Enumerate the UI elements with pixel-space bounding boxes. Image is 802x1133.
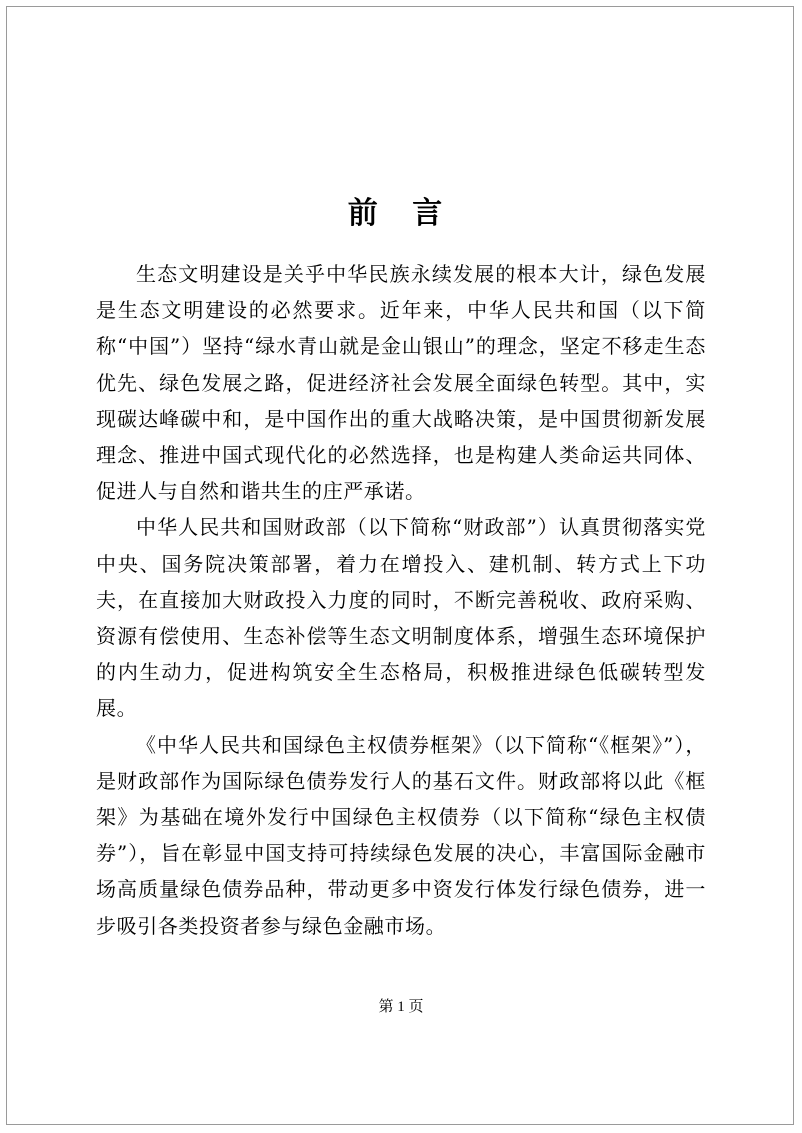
- body-text: [96, 256, 706, 944]
- page-title: 前 言: [347, 196, 455, 232]
- page-number: 第 1 页: [378, 999, 424, 1015]
- paragraph-ecological-civilization: 生态文明建设是关乎中华民族永续发展的根本大计，绿色发展是生态文明建设的必然要求。近年来，中华人民共和国（以下简称“中国”）坚持“绿水青山就是金山银山”的理念，坚定不移走生态优先、绿色发展之路，促进经济社会发展全面绿色转型。其中，实现碳达峰碳中和，是中国作出的重大战略决策，是中国贯彻新发展理念、推进中国式现代化的必然选择，也是构建人类命运共同体、促进人与自然和谐共生的庄严承诺。: [96, 262, 706, 504]
- paragraph-ministry-of-finance: 中华人民共和国财政部（以下简称“财政部”）认真贯彻落实党中央、国务院决策部署，着力在增投入、建机制、转方式上下功夫，在直接加大财政投入力度的同时，不断完善税收、政府采购、资源有偿使用、生态补偿等生态文明制度体系，增强生态环境保护的内生动力，促进构筑安全生态格局，积极推进绿色低碳转型发展。: [96, 515, 706, 721]
- paragraph-green-bond-framework: 《中华人民共和国绿色主权债券框架》（以下简称“《框架》”），是财政部作为国际绿色债券发行人的基石文件。财政部将以此《框架》为基础在境外发行中国绿色主权债券（以下简称“绿色主权债券”），旨在彰显中国支持可持续绿色发展的决心，丰富国际金融市场高质量绿色债券品种，带动更多中资发行体发行绿色债券，进一步吸引各类投资者参与绿色金融市场。: [96, 732, 706, 938]
